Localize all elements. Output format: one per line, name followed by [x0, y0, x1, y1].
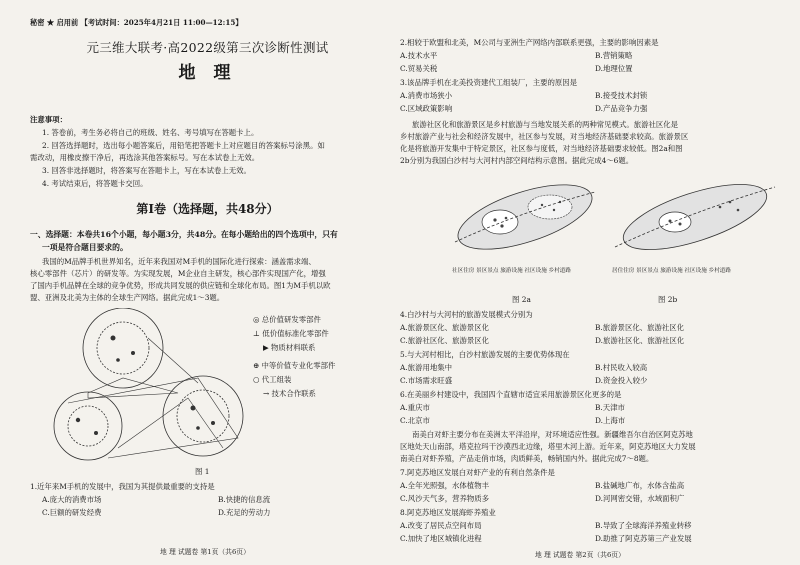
q4-option-d: D.旅游社区化、旅游社区化	[595, 336, 685, 345]
note-3: 3. 回答非选择题时，将答案写在答题卡上，写在本试卷上无效。	[42, 166, 251, 175]
q1-option-a: A.庞大的消费市场	[42, 495, 102, 504]
figure-2a-baisha-village	[450, 172, 600, 282]
q5-option-a: A.旅游用地集中	[400, 363, 453, 372]
q5-option-d: D.资金投入较少	[595, 376, 648, 385]
right-page-footer: 地 理 试题卷 第2页（共6页）	[535, 551, 625, 559]
q2-option-c: C.贸易关税	[400, 64, 438, 73]
passage1-line3: 了国内手机品牌在全球的竞争优势，形成共同发展的供应链和全球化布局。图1为M手机以欧	[30, 281, 331, 290]
instructions-line2: 一项是符合题目要求的。	[42, 243, 128, 252]
note-2: 2. 回答选择题时，选出每小题答案后，用铅笔把答题卡上对应题目的答案标号涂黑。如	[42, 141, 325, 150]
note-4: 4. 考试结束后，将答题卡交回。	[42, 179, 148, 188]
q8-option-a: A.改变了居民点空间布局	[400, 521, 482, 530]
fig1-legend-item-2: ⊥ 低价值标准化零部件	[253, 329, 329, 338]
passage1-line4: 盟、亚洲及北美为主体的全球生产网络。据此完成1～3题。	[30, 293, 225, 302]
confidential-header: 秘密 ★ 启用前 【考试时间：2025年4月21日 11:00—12:15】	[30, 18, 243, 27]
question-1-stem: 1.近年来M手机的发展中，我国为其提供最重要的支持是	[30, 482, 215, 491]
q6-option-b: B.天津市	[595, 403, 625, 412]
q8-option-b: B.导致了全球海洋养殖业转移	[595, 521, 692, 530]
passage3-line3: 南美白对虾养殖，产品走俏市场，肉质鲜美，畅销国内外。据此完成7～8题。	[400, 454, 654, 463]
region-circle-eu	[83, 308, 163, 388]
q3-option-d: D.产品竞争力强	[595, 104, 648, 113]
fig1-legend-item-1: ◎ 总价值研发零部件	[253, 315, 321, 324]
region-circle-asia	[163, 376, 243, 456]
fig1-legend-item-5: ○ 代工组装	[253, 375, 292, 384]
passage3-line2: 区地处天山南部，塔克拉玛干沙漠西北边缘，塔里木河上游。近年来，阿克苏地区大力发展	[400, 442, 696, 451]
right-page	[400, 0, 785, 565]
fig1-legend-item-6: → 技术合作联系	[263, 389, 316, 398]
passage2-line1: 旅游社区化和旅游景区是乡村旅游与当地发展关系的两种常见模式。旅游社区化是	[412, 120, 679, 129]
question-7-stem: 7.阿克苏地区发展白对虾产业的有利自然条件是	[400, 468, 555, 477]
passage2-line4: 2b分别为我国白沙村与大河村内部空间结构示意图。据此完成4～6题。	[400, 156, 634, 165]
q3-option-c: C.区域政策影响	[400, 104, 453, 113]
passage2-line2: 乡村旅游产业与社会和经济发展中，社区参与发展，对当地经济基础要求较高。旅游景区	[400, 132, 689, 141]
left-page-footer: 地 理 试题卷 第1页（共6页）	[160, 548, 250, 556]
figure-2a-caption: 图 2a	[512, 295, 531, 304]
q4-option-c: C.旅游社区化、旅游景区化	[400, 336, 490, 345]
question-5-stem: 5.与大河村相比，白沙村旅游发展的主要优势体现在	[400, 350, 570, 359]
q1-option-c: C.巨额的研发经费	[42, 508, 102, 517]
q3-option-a: A.消费市场狭小	[400, 91, 453, 100]
question-6-stem: 6.在美丽乡村建设中，我国四个直辖市适宜采用旅游景区化更多的是	[400, 390, 622, 399]
note-2-cont: 需改动，用橡皮擦干净后，再选涂其他答案标号。写在本试卷上无效。	[30, 153, 260, 162]
note-1: 1. 答卷前，考生务必将自己的班级、姓名、考号填写在答题卡上。	[42, 128, 259, 137]
q5-option-b: B.村民收入较高	[595, 363, 648, 372]
figure-1-production-network	[48, 308, 378, 463]
q4-option-a: A.旅游景区化、旅游景区化	[400, 323, 489, 332]
q5-option-c: C.市场需求旺盛	[400, 376, 453, 385]
q2-option-d: D.地理位置	[595, 64, 633, 73]
passage1-line1: 我国的M品牌手机世界知名，近年来我国对M手机的国际化进行探索：涵盖需求端、	[42, 257, 316, 266]
instructions-line1: 一、选择题：本卷共16个小题，每小题3分，共48分。在每小题给出的四个选项中，只有	[30, 230, 338, 239]
exam-title: 元三维大联考·高2022级第三次诊断性测试	[86, 40, 329, 55]
q6-option-d: D.上海市	[595, 416, 626, 425]
q6-option-c: C.北京市	[400, 416, 430, 425]
figure-2b-caption: 图 2b	[658, 295, 678, 304]
q7-option-b: B.盐碱地广布，水体含盐高	[595, 481, 685, 490]
fig1-legend-item-4: ⊕ 中等价值专业化零部件	[253, 361, 336, 370]
q1-option-d: D.充足的劳动力	[218, 508, 271, 517]
q8-option-c: C.加快了地区城镇化进程	[400, 534, 482, 543]
question-8-stem: 8.阿克苏地区发展海虾养殖业	[400, 508, 496, 517]
subject-title: 地 理	[178, 63, 237, 83]
passage1-line2: 核心零部件（芯片）的研发等。为实现发展，M企业自主研发，核心部件实现国产化，增强	[30, 269, 326, 278]
fig1-legend-item-3: ▶ 物质材料联系	[263, 343, 316, 352]
q1-option-b: B.快捷的信息流	[218, 495, 271, 504]
q7-option-c: C.风沙天气多，营养物质多	[400, 494, 490, 503]
q2-option-b: B.营销策略	[595, 51, 633, 60]
q4-option-b: B.旅游景区化、旅游社区化	[595, 323, 685, 332]
section-title: 第Ⅰ卷（选择题，共48分）	[136, 202, 279, 216]
figure-2b-dahe-village	[610, 172, 780, 282]
question-4-stem: 4.白沙村与大河村的旅游发展模式分别为	[400, 310, 533, 319]
question-3-stem: 3.该品牌手机在北美投资建代工组装厂，主要的原因是	[400, 78, 578, 87]
q7-option-a: A.全年光照强，水体植物丰	[400, 481, 489, 490]
passage3-line1: 南美白对虾主要分布在美洲太平洋沿岸，对环境适应性强。新疆维吾尔自治区阿克苏地	[412, 430, 693, 439]
fig2a-legend: 社区住房 景区景点 旅游设施 社区设施 乡村道路	[452, 268, 571, 274]
left-page	[30, 0, 385, 565]
q7-option-d: D.河网密交错，水域面积广	[595, 494, 685, 503]
q6-option-a: A.重庆市	[400, 403, 430, 412]
question-2-stem: 2.相较于欧盟和北美，M公司与亚洲生产网络内部联系更强，主要的影响因素是	[400, 38, 659, 47]
notes-title: 注意事项：	[30, 115, 67, 124]
figure-1-caption: 图 1	[195, 467, 210, 476]
q8-option-d: D.助推了阿克苏第三产业发展	[595, 534, 692, 543]
q2-option-a: A.技术水平	[400, 51, 438, 60]
passage2-line3: 化是将旅游开发集中于特定景区，社区参与度低，对当地经济基础要求较低。图2a和图	[400, 144, 683, 153]
q3-option-b: B.接受技术封锁	[595, 91, 648, 100]
region-circle-na	[54, 392, 122, 460]
fig2b-legend: 居住住房 景区景点 旅游设施 社区设施 乡村道路	[612, 268, 731, 274]
